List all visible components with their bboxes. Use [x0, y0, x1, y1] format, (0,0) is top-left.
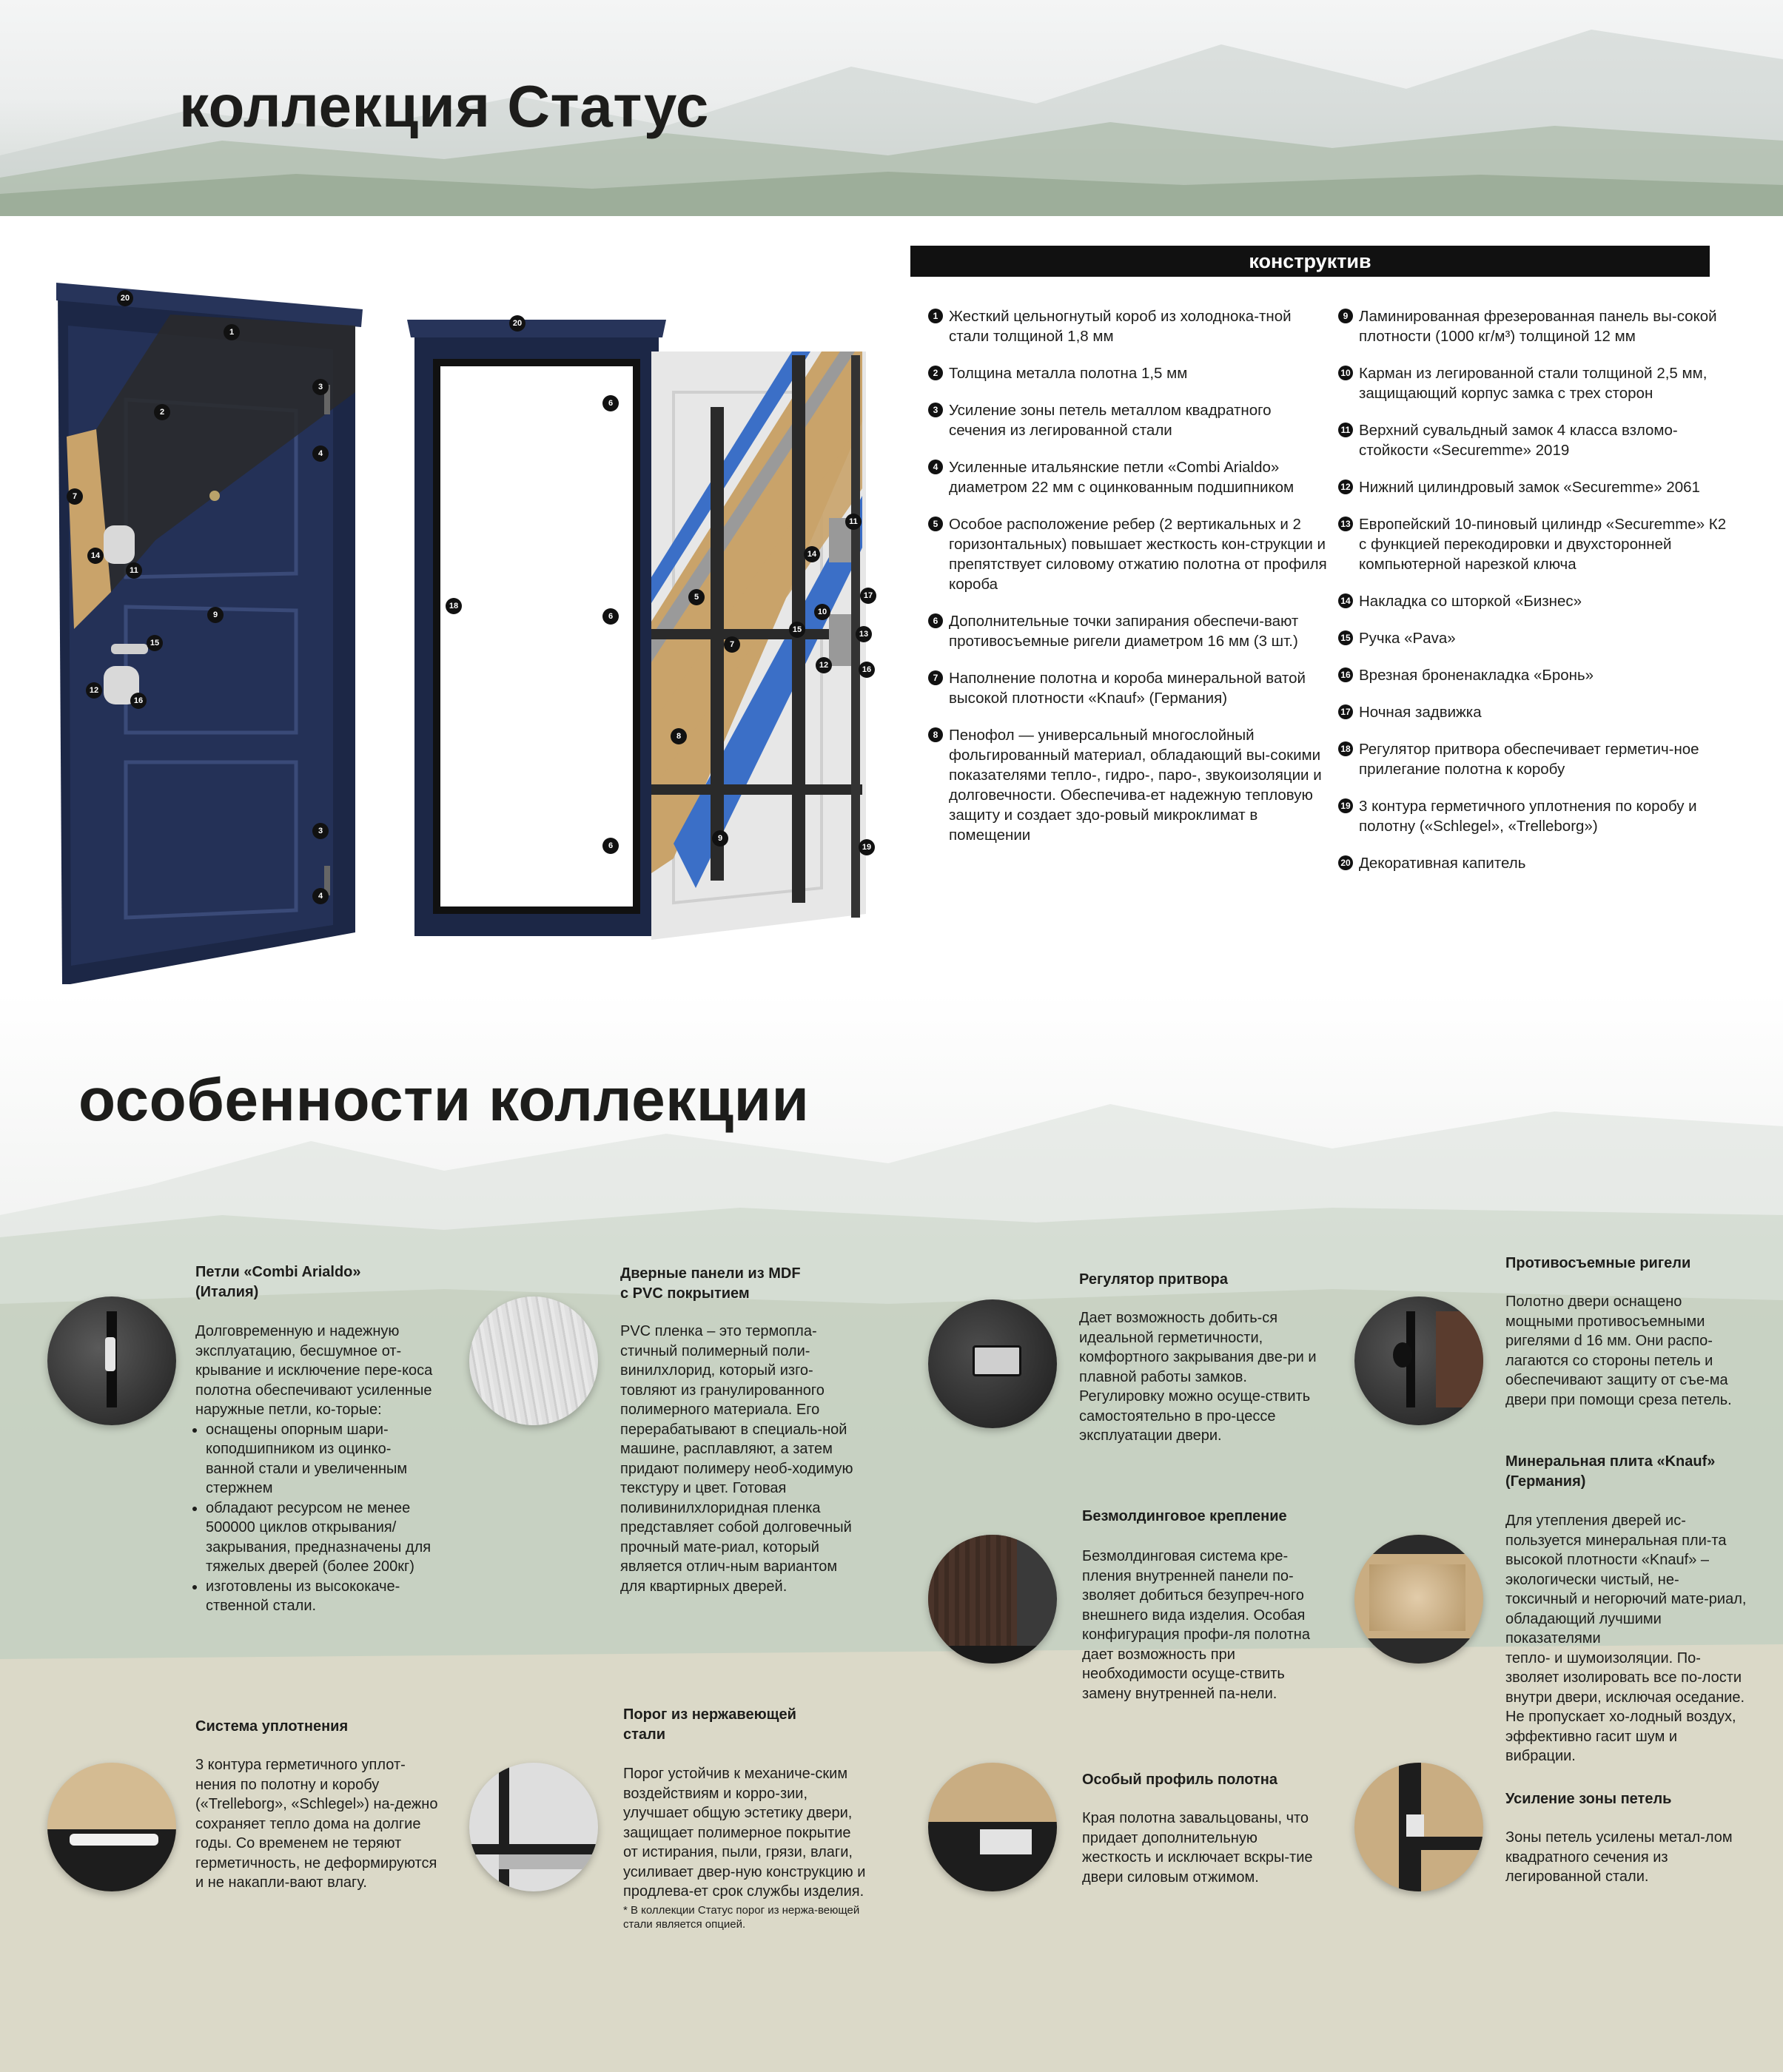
feature-image-hinge-zone: [1354, 1763, 1483, 1891]
callout-7r: 7: [724, 636, 740, 653]
feature-image-pvc: [469, 1296, 598, 1425]
callout-6a: 6: [602, 395, 619, 411]
feature-title-panels: Дверные панели из MDF с PVC покрытием: [620, 1265, 801, 1302]
feature-image-regulator: [928, 1299, 1057, 1428]
spec-text: Европейский 10-пиновый цилиндр «Securemme» К2 с функцией перекодировки и двухсторонней компьютерной нарезкой ключа: [1359, 516, 1727, 573]
feature-body-moldingless: Безмолдинговая система кре-пления внутренней панели по-зволяет добиться безупреч-ного внешнего вида изделия. Особая конфигурация профи-ля полотна дает возможность при необходимости осуще-ствить замену внутренней па-нели.: [1082, 1548, 1310, 1702]
spec-number-badge: 3: [928, 403, 943, 417]
features-title: особенности коллекции: [78, 1066, 810, 1134]
callout-9r: 9: [712, 830, 728, 847]
spec-text: Ночная задвижка: [1359, 704, 1482, 721]
feature-image-knauf: [1354, 1535, 1483, 1664]
spec-text: Ламинированная фрезерованная панель вы-сокой плотности (1000 кг/м³) толщиной 12 мм: [1359, 308, 1717, 345]
spec-text: Врезная броненакладка «Бронь»: [1359, 667, 1594, 684]
spec-text: Декоративная капитель: [1359, 855, 1526, 872]
spec-text: Особое расположение ребер (2 вертикальных и 2 горизонтальных) повышает жесткость кон-струкции и препятствует силовому отжатию полотна от профиля короба: [949, 516, 1327, 593]
spec-text: Дополнительные точки запирания обеспечи-вают противосъемные ригели диаметром 16 мм (3 шт.): [949, 613, 1299, 650]
callout-6b: 6: [602, 608, 619, 625]
spec-text: Регулятор притвора обеспечивает герметич-ное прилегание полотна к коробу: [1359, 741, 1699, 778]
spec-number-badge: 12: [1338, 480, 1353, 494]
callout-4: 4: [312, 445, 329, 462]
callout-2: 2: [154, 404, 170, 420]
feature-text-hinges: Долговременную и надежную эксплуатацию, бесшумное от-крывание и исключение пере-коса полотна обеспечивают усиленные наружные петли, ко-торые:: [195, 1323, 433, 1418]
callout-14: 14: [87, 548, 104, 564]
callout-20r: 20: [509, 315, 526, 332]
feature-body-threshold: [623, 1764, 867, 1931]
callout-6c: 6: [602, 838, 619, 854]
callout-14r: 14: [804, 546, 820, 562]
callout-18: 18: [446, 598, 462, 614]
spec-number-badge: 8: [928, 727, 943, 742]
spec-number-badge: 7: [928, 670, 943, 685]
spec-number-badge: 5: [928, 517, 943, 531]
spec-number-badge: 11: [1338, 423, 1353, 437]
spec-number-badge: 17: [1338, 704, 1353, 719]
callout-9: 9: [207, 607, 224, 623]
callout-15: 15: [147, 635, 163, 651]
spec-item: [1338, 665, 1738, 685]
feature-body-hinge-zone: Зоны петель усилены метал-лом квадратного сечения из легированной стали.: [1505, 1829, 1733, 1885]
spec-item: [928, 611, 1328, 651]
spec-item: [1338, 796, 1738, 836]
callout-8: 8: [671, 728, 687, 744]
spec-number-badge: 6: [928, 613, 943, 628]
spec-item: [1338, 853, 1738, 873]
callout-11r: 11: [845, 514, 862, 530]
spec-text: Верхний сувальдный замок 4 класса взломо-стойкости «Securemme» 2019: [1359, 422, 1678, 459]
callout-15r: 15: [789, 622, 805, 638]
spec-item: [928, 400, 1328, 440]
spec-number-badge: 13: [1338, 517, 1353, 531]
spec-number-badge: 18: [1338, 741, 1353, 756]
callout-13: 13: [856, 626, 872, 642]
spec-item: [928, 306, 1328, 346]
spec-number-badge: 20: [1338, 855, 1353, 870]
konstruktiv-left-list: [928, 306, 1328, 862]
feature-image-seal: [47, 1763, 176, 1891]
spec-text: Карман из легированной стали толщиной 2,5 мм, защищающий корпус замка с трех сторон: [1359, 365, 1708, 402]
spec-item: [1338, 363, 1738, 403]
konstruktiv-header: конструктив: [910, 246, 1710, 277]
feature-title-pins: Противосъемные ригели: [1505, 1255, 1691, 1271]
spec-number-badge: 10: [1338, 366, 1353, 380]
feature-body-profile: Края полотна завальцованы, что придает дополнительную жесткость и исключает вскры-тие двери силовым отжимом.: [1082, 1810, 1313, 1886]
feature-image-pins: [1354, 1296, 1483, 1425]
spec-item: [1338, 477, 1738, 497]
feature-body-hinges: [195, 1322, 440, 1616]
spec-number-badge: 1: [928, 309, 943, 323]
feature-title-hinges: Петли «Combi Arialdo» (Италия): [195, 1264, 361, 1300]
feature-body-panels: PVC пленка – это термопла-стичный полимерный поли-винилхлорид, который изго-товляют из гранулированного полимерного материала. Его перерабатывают в специаль-ной машине, расплавляют, а затем придают полимеру необ-ходимую текстуру и цвет. Готовая поливинилхлоридная пленка представляет собой долговечный прочный мате-риал, который является отлич-ным вариантом для квартирных дверей.: [620, 1323, 853, 1595]
feature-image-moldingless: [928, 1535, 1057, 1664]
spec-number-badge: 2: [928, 366, 943, 380]
feature-body-knauf: Для утепления дверей ис-пользуется минеральная пли-та высокой плотности «Knauf» – экологически чистый, не-токсичный и негорючий мате-риал, обладающий лучшими показателями тепло- и шумоизоляции. По-зволяет изолировать все по-лости внутри двери, исключая оседание. Не пропускает хо-лодный воздух, эффективно гасит шум и вибрации.: [1505, 1513, 1747, 1764]
feature-body-pins: Полотно двери оснащено мощными противосъемными ригелями d 16 мм. Они распо-лагаются со стороны петель и обеспечивают защиту от съе-ма двери при помощи среза петель.: [1505, 1294, 1732, 1408]
spec-text: Жесткий цельногнутый короб из холоднока-тной стали толщиной 1,8 мм: [949, 308, 1292, 345]
callout-17: 17: [860, 588, 876, 604]
spec-text: Толщина металла полотна 1,5 мм: [949, 365, 1188, 382]
feature-bullets-hinges: [195, 1420, 440, 1616]
callout-3b: 3: [312, 823, 329, 839]
spec-item: [1338, 306, 1738, 346]
spec-item: [928, 457, 1328, 497]
spec-item: [928, 363, 1328, 383]
front-door-illustration: [52, 281, 363, 984]
callout-12: 12: [86, 682, 102, 699]
spec-item: [1338, 628, 1738, 648]
spec-number-badge: 14: [1338, 593, 1353, 608]
spec-number-badge: 9: [1338, 309, 1353, 323]
callout-16: 16: [130, 693, 147, 709]
feature-title-hinge-zone: Усиление зоны петель: [1505, 1791, 1672, 1807]
bullet-item: • изготовлены из высококаче-ственной стали.: [206, 1577, 440, 1616]
feature-text-threshold: Порог устойчив к механиче-ским воздействиям и корро-зии, улучшает общую эстетику двери, защищает полимерное покрытие от истирания, пыли, грязи, влаги, усиливает двер-ную конструкцию и продлева-ет срок службы изделия.: [623, 1766, 866, 1900]
feature-body-seal: 3 контура герметичного уплот-нения по полотну и коробу («Trelleborg», «Schlegel») на-дежно сохраняет тепло дома на долгие годы. Со временем не теряют герметичность, не деформируются и не накапли-вают влагу.: [195, 1757, 438, 1891]
callout-10: 10: [814, 604, 830, 620]
callout-19: 19: [859, 839, 875, 855]
callout-4b: 4: [312, 888, 329, 904]
spec-text: Накладка со шторкой «Бизнес»: [1359, 593, 1582, 610]
spec-item: [1338, 514, 1738, 574]
callout-3: 3: [312, 379, 329, 395]
door-cutaway-svg: [407, 311, 888, 947]
spec-text: Наполнение полотна и короба минеральной ватой высокой плотности «Knauf» (Германия): [949, 670, 1306, 707]
feature-image-profile: [928, 1763, 1057, 1891]
spec-number-badge: 15: [1338, 630, 1353, 645]
feature-title-profile: Особый профиль полотна: [1082, 1772, 1278, 1788]
spec-text: 3 контура герметичного уплотнения по коробу и полотну («Schlegel», «Trelleborg»): [1359, 798, 1697, 835]
spec-number-badge: 16: [1338, 667, 1353, 682]
callout-1: 1: [224, 324, 240, 340]
feature-title-regulator: Регулятор притвора: [1079, 1271, 1229, 1288]
feature-image-threshold: [469, 1763, 598, 1891]
spec-text: Ручка «Pava»: [1359, 630, 1456, 647]
open-door-illustration: [407, 311, 888, 947]
bullet-item: • оснащены опорным шари-коподшипником из оцинко-ванной стали и увеличенным стержнем: [206, 1420, 440, 1498]
bullet-item: • обладают ресурсом не менее 500000 циклов открывания/ закрывания, предназначены для тяжелых дверей (более 200кг): [206, 1498, 440, 1577]
spec-item: [928, 514, 1328, 594]
spec-item: [928, 725, 1328, 845]
spec-item: [928, 668, 1328, 708]
callout-16r: 16: [859, 662, 875, 678]
spec-number-badge: 19: [1338, 798, 1353, 813]
callout-12r: 12: [816, 657, 832, 673]
spec-number-badge: 4: [928, 460, 943, 474]
spec-item: [1338, 739, 1738, 779]
callout-5: 5: [688, 589, 705, 605]
spec-text: Нижний цилиндровый замок «Securemme» 2061: [1359, 479, 1700, 496]
feature-title-moldingless: Безмолдинговое крепление: [1082, 1508, 1287, 1524]
feature-image-hinge: [47, 1296, 176, 1425]
callout-7: 7: [67, 488, 83, 505]
page-title: коллекция Статус: [179, 73, 709, 139]
feature-body-regulator: Дает возможность добить-ся идеальной герметичности, комфортного закрывания две-ри и плавной работы замков. Регулировку можно осуще-ствить самостоятельно в про-цессе эксплуатации двери.: [1079, 1310, 1317, 1444]
callout-11: 11: [126, 562, 142, 579]
feature-title-knauf: Минеральная плита «Knauf» (Германия): [1505, 1453, 1716, 1490]
spec-text: Усиленные итальянские петли «Combi Arialdo» диаметром 22 мм с оцинкованным подшипником: [949, 459, 1295, 496]
spec-item: [1338, 591, 1738, 611]
spec-item: [1338, 420, 1738, 460]
konstruktiv-right-list: [1338, 306, 1738, 890]
spec-item: [1338, 702, 1738, 722]
callout-20: 20: [117, 290, 133, 306]
spec-text: Усиление зоны петель металлом квадратного сечения из легированной стали: [949, 402, 1272, 439]
feature-title-seal: Система уплотнения: [195, 1718, 349, 1735]
spec-text: Пенофол — универсальный многослойный фольгированный материал, обладающий вы-сокими показателями тепло-, гидро-, паро-, звукоизоляции и долговечности. Обеспечива-ет надежную тепловую защиту и создает здо-ровый микроклимат в помещении: [949, 727, 1322, 844]
feature-title-threshold: Порог из нержавеющей стали: [623, 1706, 796, 1743]
threshold-footnote: * В коллекции Статус порог из нержа-веющей стали является опцией.: [623, 1903, 860, 1931]
